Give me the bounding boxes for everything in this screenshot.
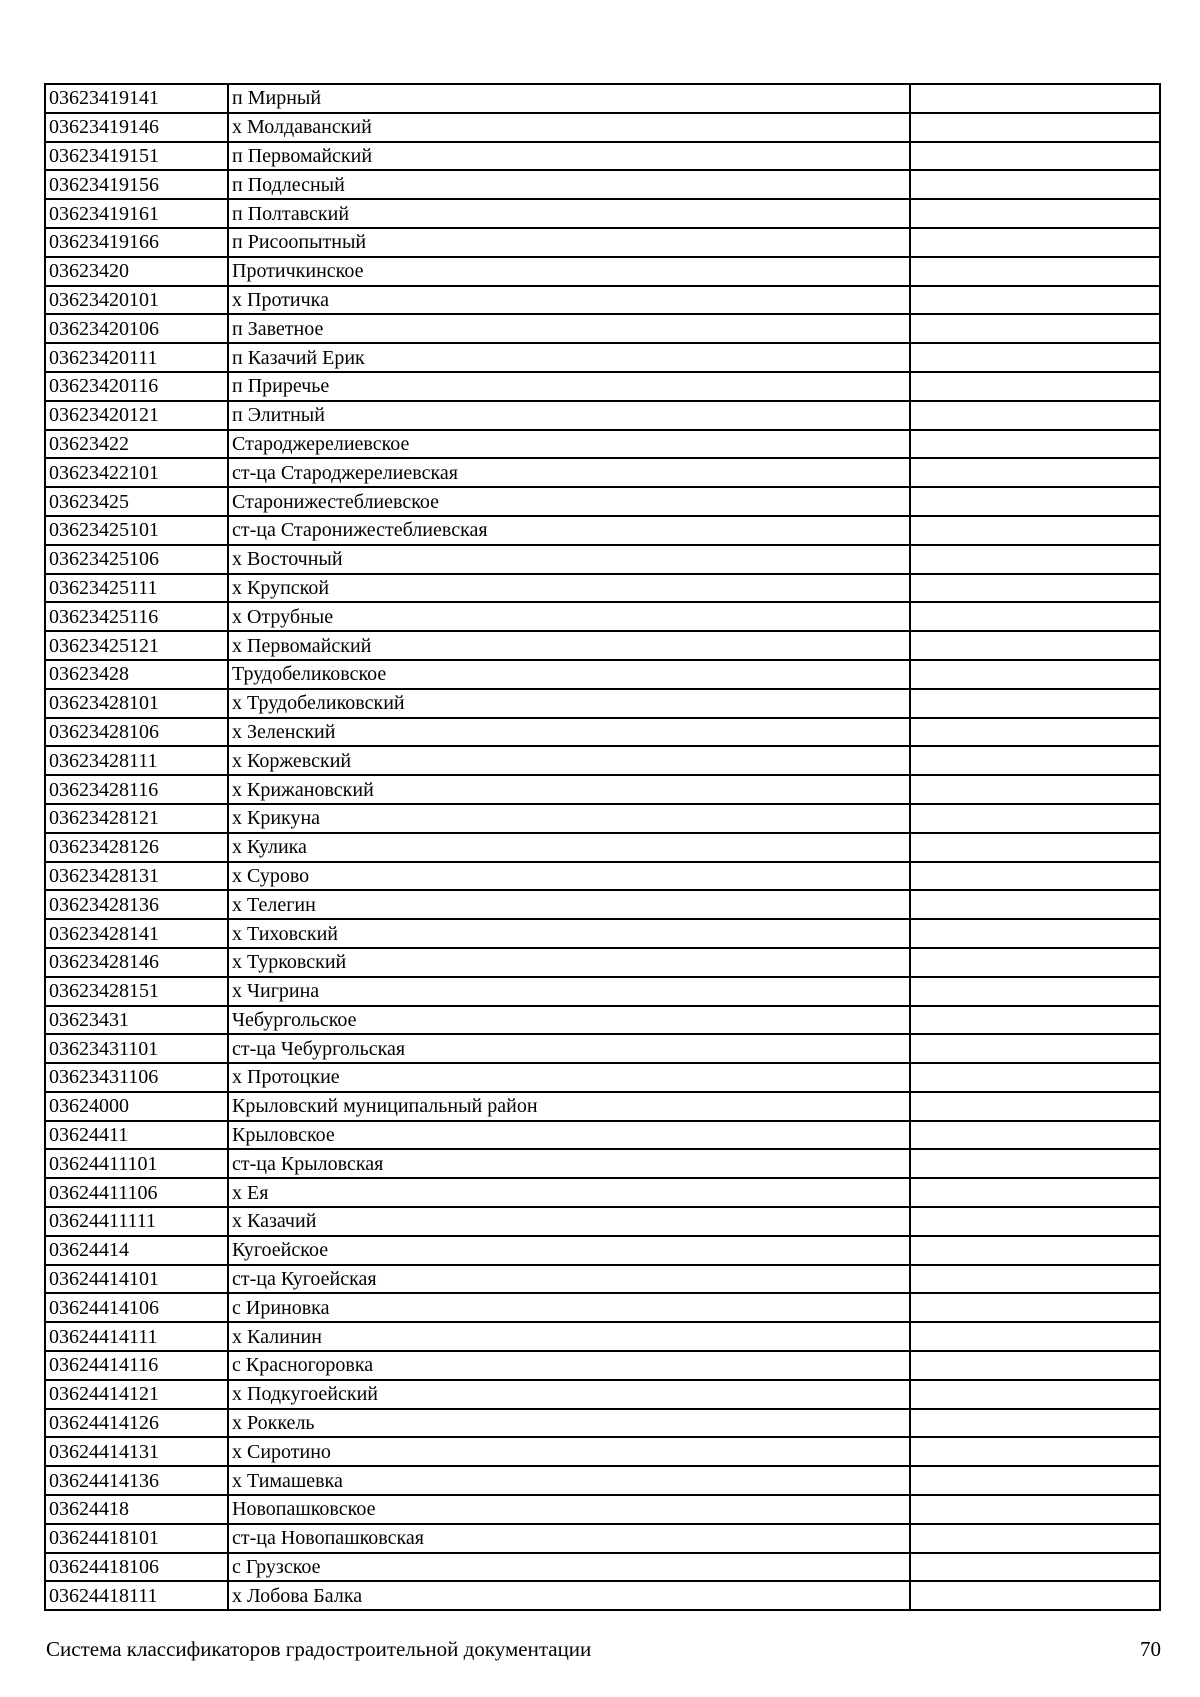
extra-cell bbox=[910, 948, 1160, 977]
name-cell: х Кулика bbox=[228, 833, 910, 862]
extra-cell bbox=[910, 1236, 1160, 1265]
table-row bbox=[45, 1524, 1160, 1553]
name-cell: х Роккель bbox=[228, 1409, 910, 1438]
extra-cell bbox=[910, 430, 1160, 459]
name-cell: ст-ца Чебургольская bbox=[228, 1034, 910, 1063]
table-row bbox=[45, 1553, 1160, 1582]
name-cell: ст-ца Старонижестеблиевская bbox=[228, 516, 910, 545]
table-row bbox=[45, 84, 1160, 113]
name-cell: ст-ца Кугоейская bbox=[228, 1265, 910, 1294]
table-row bbox=[45, 1351, 1160, 1380]
code-cell: 03624418 bbox=[45, 1495, 228, 1524]
name-cell: с Красногоровка bbox=[228, 1351, 910, 1380]
code-cell: 03624418101 bbox=[45, 1524, 228, 1553]
code-cell: 03623420121 bbox=[45, 401, 228, 430]
extra-cell bbox=[910, 1524, 1160, 1553]
table-row bbox=[45, 746, 1160, 775]
code-cell: 03623420111 bbox=[45, 343, 228, 372]
table-row bbox=[45, 458, 1160, 487]
extra-cell bbox=[910, 458, 1160, 487]
extra-cell bbox=[910, 660, 1160, 689]
extra-cell bbox=[910, 1553, 1160, 1582]
extra-cell bbox=[910, 1092, 1160, 1121]
table-row bbox=[45, 343, 1160, 372]
name-cell: с Ириновка bbox=[228, 1293, 910, 1322]
code-cell: 03624000 bbox=[45, 1092, 228, 1121]
code-cell: 03623419151 bbox=[45, 142, 228, 171]
extra-cell bbox=[910, 1207, 1160, 1236]
table-row bbox=[45, 602, 1160, 631]
table-row bbox=[45, 1092, 1160, 1121]
extra-cell bbox=[910, 1322, 1160, 1351]
table-row bbox=[45, 1322, 1160, 1351]
name-cell: х Телегин bbox=[228, 890, 910, 919]
code-cell: 03623419141 bbox=[45, 84, 228, 113]
code-cell: 03623420 bbox=[45, 257, 228, 286]
table-row bbox=[45, 804, 1160, 833]
footer-title: Система классификаторов градостроительной документации bbox=[46, 1637, 592, 1661]
code-cell: 03623422101 bbox=[45, 458, 228, 487]
extra-cell bbox=[910, 1293, 1160, 1322]
name-cell: Протичкинское bbox=[228, 257, 910, 286]
name-cell: х Лобова Балка bbox=[228, 1581, 910, 1610]
extra-cell bbox=[910, 199, 1160, 228]
table-row bbox=[45, 314, 1160, 343]
table-row bbox=[45, 862, 1160, 891]
extra-cell bbox=[910, 372, 1160, 401]
name-cell: п Мирный bbox=[228, 84, 910, 113]
table-row bbox=[45, 545, 1160, 574]
name-cell: х Протичка bbox=[228, 286, 910, 315]
name-cell: ст-ца Староджерелиевская bbox=[228, 458, 910, 487]
table-row bbox=[45, 948, 1160, 977]
extra-cell bbox=[910, 862, 1160, 891]
code-cell: 03623425 bbox=[45, 487, 228, 516]
extra-cell bbox=[910, 545, 1160, 574]
code-cell: 03623425116 bbox=[45, 602, 228, 631]
extra-cell bbox=[910, 401, 1160, 430]
name-cell: х Крупской bbox=[228, 574, 910, 603]
code-cell: 03624414101 bbox=[45, 1265, 228, 1294]
extra-cell bbox=[910, 228, 1160, 257]
code-cell: 03623431 bbox=[45, 1006, 228, 1035]
extra-cell bbox=[910, 257, 1160, 286]
extra-cell bbox=[910, 1351, 1160, 1380]
extra-cell bbox=[910, 602, 1160, 631]
code-cell: 03623428 bbox=[45, 660, 228, 689]
code-cell: 03623428106 bbox=[45, 718, 228, 747]
name-cell: Крыловское bbox=[228, 1121, 910, 1150]
code-cell: 03623431106 bbox=[45, 1063, 228, 1092]
table-row bbox=[45, 1063, 1160, 1092]
code-cell: 03624418106 bbox=[45, 1553, 228, 1582]
table-row bbox=[45, 660, 1160, 689]
name-cell: х Чигрина bbox=[228, 977, 910, 1006]
page-number: 70 bbox=[1140, 1637, 1161, 1661]
table-row bbox=[45, 286, 1160, 315]
extra-cell bbox=[910, 314, 1160, 343]
name-cell: Старонижестеблиевское bbox=[228, 487, 910, 516]
table-row bbox=[45, 890, 1160, 919]
name-cell: х Ея bbox=[228, 1178, 910, 1207]
name-cell: х Трудобеликовский bbox=[228, 689, 910, 718]
name-cell: х Подкугоейский bbox=[228, 1380, 910, 1409]
name-cell: х Крижановский bbox=[228, 775, 910, 804]
code-cell: 03623428121 bbox=[45, 804, 228, 833]
name-cell: Староджерелиевское bbox=[228, 430, 910, 459]
code-cell: 03623428111 bbox=[45, 746, 228, 775]
name-cell: Крыловский муниципальный район bbox=[228, 1092, 910, 1121]
table-row bbox=[45, 228, 1160, 257]
table-row bbox=[45, 199, 1160, 228]
name-cell: х Отрубные bbox=[228, 602, 910, 631]
code-cell: 03624414136 bbox=[45, 1466, 228, 1495]
code-cell: 03623428146 bbox=[45, 948, 228, 977]
table-row bbox=[45, 1149, 1160, 1178]
extra-cell bbox=[910, 1178, 1160, 1207]
extra-cell bbox=[910, 775, 1160, 804]
code-cell: 03623425111 bbox=[45, 574, 228, 603]
extra-cell bbox=[910, 1034, 1160, 1063]
code-cell: 03624411 bbox=[45, 1121, 228, 1150]
name-cell: п Казачий Ерик bbox=[228, 343, 910, 372]
extra-cell bbox=[910, 516, 1160, 545]
table-row bbox=[45, 170, 1160, 199]
name-cell: х Коржевский bbox=[228, 746, 910, 775]
extra-cell bbox=[910, 1409, 1160, 1438]
table-row bbox=[45, 977, 1160, 1006]
code-cell: 03624414116 bbox=[45, 1351, 228, 1380]
extra-cell bbox=[910, 977, 1160, 1006]
code-cell: 03623431101 bbox=[45, 1034, 228, 1063]
extra-cell bbox=[910, 746, 1160, 775]
extra-cell bbox=[910, 718, 1160, 747]
code-cell: 03623428151 bbox=[45, 977, 228, 1006]
name-cell: п Первомайский bbox=[228, 142, 910, 171]
name-cell: Трудобеликовское bbox=[228, 660, 910, 689]
name-cell: х Первомайский bbox=[228, 631, 910, 660]
extra-cell bbox=[910, 833, 1160, 862]
extra-cell bbox=[910, 804, 1160, 833]
table-row bbox=[45, 1437, 1160, 1466]
table-row bbox=[45, 1034, 1160, 1063]
name-cell: х Тимашевка bbox=[228, 1466, 910, 1495]
extra-cell bbox=[910, 1006, 1160, 1035]
extra-cell bbox=[910, 631, 1160, 660]
code-cell: 03623420106 bbox=[45, 314, 228, 343]
extra-cell bbox=[910, 1121, 1160, 1150]
table-row bbox=[45, 1236, 1160, 1265]
code-cell: 03624414111 bbox=[45, 1322, 228, 1351]
extra-cell bbox=[910, 1063, 1160, 1092]
table-row bbox=[45, 257, 1160, 286]
code-cell: 03624414 bbox=[45, 1236, 228, 1265]
name-cell: х Сурово bbox=[228, 862, 910, 891]
code-cell: 03623419166 bbox=[45, 228, 228, 257]
code-cell: 03623425101 bbox=[45, 516, 228, 545]
code-cell: 03623425121 bbox=[45, 631, 228, 660]
table-row bbox=[45, 1207, 1160, 1236]
table-row bbox=[45, 1006, 1160, 1035]
code-cell: 03623428141 bbox=[45, 919, 228, 948]
extra-cell bbox=[910, 343, 1160, 372]
code-cell: 03623428136 bbox=[45, 890, 228, 919]
table-row bbox=[45, 401, 1160, 430]
extra-cell bbox=[910, 1466, 1160, 1495]
table-row bbox=[45, 487, 1160, 516]
extra-cell bbox=[910, 1380, 1160, 1409]
table-row bbox=[45, 833, 1160, 862]
name-cell: х Молдаванский bbox=[228, 113, 910, 142]
extra-cell bbox=[910, 1149, 1160, 1178]
name-cell: п Подлесный bbox=[228, 170, 910, 199]
code-cell: 03624411101 bbox=[45, 1149, 228, 1178]
name-cell: Новопашковское bbox=[228, 1495, 910, 1524]
name-cell: х Зеленский bbox=[228, 718, 910, 747]
code-cell: 03623425106 bbox=[45, 545, 228, 574]
code-cell: 03624414131 bbox=[45, 1437, 228, 1466]
code-cell: 03623420116 bbox=[45, 372, 228, 401]
code-cell: 03623419146 bbox=[45, 113, 228, 142]
code-cell: 03624411106 bbox=[45, 1178, 228, 1207]
name-cell: х Сиротино bbox=[228, 1437, 910, 1466]
table-row bbox=[45, 372, 1160, 401]
table-row bbox=[45, 1466, 1160, 1495]
table-row bbox=[45, 1121, 1160, 1150]
extra-cell bbox=[910, 919, 1160, 948]
table-row bbox=[45, 516, 1160, 545]
table-row bbox=[45, 1178, 1160, 1207]
table-row bbox=[45, 1380, 1160, 1409]
code-cell: 03623419156 bbox=[45, 170, 228, 199]
name-cell: п Элитный bbox=[228, 401, 910, 430]
name-cell: п Полтавский bbox=[228, 199, 910, 228]
extra-cell bbox=[910, 170, 1160, 199]
table-row bbox=[45, 142, 1160, 171]
extra-cell bbox=[910, 142, 1160, 171]
table-row bbox=[45, 430, 1160, 459]
name-cell: х Тиховский bbox=[228, 919, 910, 948]
code-cell: 03623419161 bbox=[45, 199, 228, 228]
extra-cell bbox=[910, 286, 1160, 315]
table-row bbox=[45, 775, 1160, 804]
classifier-table bbox=[44, 83, 1161, 1611]
table-row bbox=[45, 574, 1160, 603]
name-cell: Чебургольское bbox=[228, 1006, 910, 1035]
table-row bbox=[45, 1581, 1160, 1610]
name-cell: ст-ца Крыловская bbox=[228, 1149, 910, 1178]
table-row bbox=[45, 631, 1160, 660]
name-cell: с Грузское bbox=[228, 1553, 910, 1582]
code-cell: 03624414121 bbox=[45, 1380, 228, 1409]
table-row bbox=[45, 1495, 1160, 1524]
extra-cell bbox=[910, 689, 1160, 718]
name-cell: п Заветное bbox=[228, 314, 910, 343]
code-cell: 03623428101 bbox=[45, 689, 228, 718]
table-row bbox=[45, 1265, 1160, 1294]
code-cell: 03623428126 bbox=[45, 833, 228, 862]
table-row bbox=[45, 1293, 1160, 1322]
table-row bbox=[45, 689, 1160, 718]
name-cell: х Казачий bbox=[228, 1207, 910, 1236]
extra-cell bbox=[910, 1581, 1160, 1610]
extra-cell bbox=[910, 487, 1160, 516]
name-cell: п Рисоопытный bbox=[228, 228, 910, 257]
extra-cell bbox=[910, 84, 1160, 113]
extra-cell bbox=[910, 1265, 1160, 1294]
name-cell: ст-ца Новопашковская bbox=[228, 1524, 910, 1553]
name-cell: х Восточный bbox=[228, 545, 910, 574]
code-cell: 03623428131 bbox=[45, 862, 228, 891]
name-cell: Кугоейское bbox=[228, 1236, 910, 1265]
name-cell: п Приречье bbox=[228, 372, 910, 401]
extra-cell bbox=[910, 1495, 1160, 1524]
table-row bbox=[45, 113, 1160, 142]
code-cell: 03623420101 bbox=[45, 286, 228, 315]
code-cell: 03624418111 bbox=[45, 1581, 228, 1610]
extra-cell bbox=[910, 113, 1160, 142]
code-cell: 03624411111 bbox=[45, 1207, 228, 1236]
table-row bbox=[45, 718, 1160, 747]
name-cell: х Калинин bbox=[228, 1322, 910, 1351]
code-cell: 03623428116 bbox=[45, 775, 228, 804]
name-cell: х Турковский bbox=[228, 948, 910, 977]
code-cell: 03624414106 bbox=[45, 1293, 228, 1322]
extra-cell bbox=[910, 1437, 1160, 1466]
table-row bbox=[45, 919, 1160, 948]
table-body bbox=[45, 84, 1160, 1610]
code-cell: 03623422 bbox=[45, 430, 228, 459]
extra-cell bbox=[910, 890, 1160, 919]
name-cell: х Протоцкие bbox=[228, 1063, 910, 1092]
extra-cell bbox=[910, 574, 1160, 603]
code-cell: 03624414126 bbox=[45, 1409, 228, 1438]
table-row bbox=[45, 1409, 1160, 1438]
name-cell: х Крикуна bbox=[228, 804, 910, 833]
